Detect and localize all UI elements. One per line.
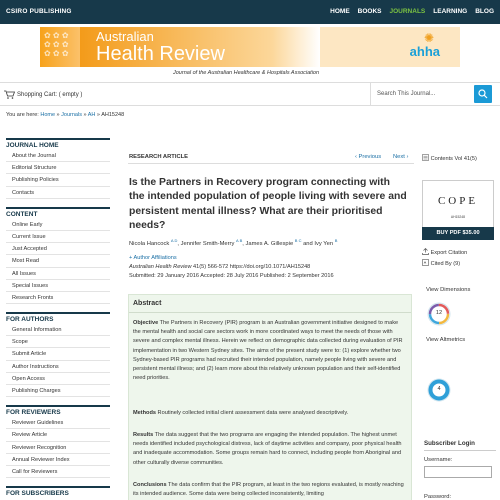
username-label: Username: [424, 457, 453, 463]
abstract-label: Methods [133, 410, 156, 416]
sidebar-head-content[interactable]: CONTENT [6, 207, 110, 219]
citation-line [129, 264, 310, 270]
sidebar-item-editorial[interactable]: Editorial Structure [6, 162, 110, 174]
next-article-link[interactable]: Next › [393, 154, 409, 160]
journal-subtitle: Journal of the Australian Healthcare & Hospitals Association [173, 70, 320, 76]
abstract-heading: Abstract [133, 300, 162, 307]
sidebar-item-all-issues[interactable]: All Issues [6, 268, 110, 280]
cope-code: AH15248 [450, 215, 466, 219]
cited-by-label: Cited By (9) [430, 261, 461, 267]
banner-pattern-icon: ✿ ✿ ✿ ✿ ✿ ✿ ✿ ✿ ✿ [44, 31, 69, 58]
sidebar [6, 138, 110, 498]
buy-pdf-button[interactable]: BUY PDF $35.00 [422, 227, 494, 240]
sidebar-item-author-instructions[interactable]: Author Instructions [6, 361, 110, 373]
article-type-bar [128, 150, 414, 164]
nav-home[interactable]: HOME [330, 8, 350, 15]
cited-by-icon [422, 259, 429, 266]
sidebar-item-scope[interactable]: Scope [6, 336, 110, 348]
cope-logo: COPE [437, 195, 479, 207]
abstract-label: Objective [133, 320, 159, 326]
journal-banner-area [0, 24, 500, 80]
author-affiliations-toggle[interactable]: + Author Affiliations [129, 255, 177, 261]
export-citation-link[interactable] [422, 248, 467, 256]
sidebar-item-call-for-reviewers[interactable]: Call for Reviewers [6, 466, 110, 478]
sidebar-item-policies[interactable]: Publishing Policies [6, 174, 110, 186]
sidebar-head-for-subscribers[interactable]: FOR SUBSCRIBERS [6, 486, 110, 498]
subscriber-login-heading: Subscriber Login [424, 440, 475, 447]
breadcrumb-sep: » [55, 112, 62, 118]
altmetric-score: 4 [437, 386, 441, 392]
search-input[interactable]: Search This Journal... [370, 83, 474, 105]
sidebar-item-online-early[interactable]: Online Early [6, 219, 110, 231]
citation-journal: Australian Health Review [129, 264, 192, 270]
export-citation-label: Export Citation [430, 250, 468, 256]
sidebar-item-review-article[interactable]: Review Article [6, 429, 110, 441]
search-button[interactable] [474, 85, 492, 103]
banner-title-line1: Australian [96, 29, 154, 44]
previous-article-link[interactable]: ‹ Previous [355, 154, 382, 160]
author-name[interactable]: Nicola Hancock [129, 240, 170, 247]
shopping-cart-link[interactable]: Shopping Cart: ( empty ) [17, 92, 83, 98]
breadcrumb-prefix: You are here: [6, 112, 41, 118]
shopping-cart-icon[interactable] [4, 90, 15, 101]
search-icon [478, 89, 488, 99]
sidebar-item-reviewer-guidelines[interactable]: Reviewer Guidelines [6, 417, 110, 429]
abstract-conclusions [133, 481, 407, 499]
sidebar-item-special-issues[interactable]: Special Issues [6, 280, 110, 292]
abstract-text: The data suggest that the two programs are engaging the intended population. The highest unmet needs identified included psychological distress, lack of daytime activities and company, poor physical health and inadequate accommodation. Some groups remain hard to connect, including people from Aboriginal and other culturally diverse communities. [133, 432, 402, 466]
author-name[interactable]: James A. Gillespie [245, 240, 294, 247]
abstract-label: Conclusions [133, 482, 167, 488]
banner-title-line2: Health Review [96, 43, 225, 65]
nav-links [330, 8, 494, 15]
abstract-divider [129, 312, 411, 313]
author-affil-sup[interactable]: B C [294, 238, 302, 243]
sidebar-item-most-read[interactable]: Most Read [6, 255, 110, 267]
cited-by-link[interactable] [422, 259, 460, 267]
sidebar-item-annual-reviewer-index[interactable]: Annual Reviewer Index [6, 454, 110, 466]
author-affil-sup[interactable]: A D [170, 238, 178, 243]
sidebar-item-publishing-charges[interactable]: Publishing Charges [6, 385, 110, 397]
ahha-logo: ahha [409, 44, 440, 59]
nav-blog[interactable]: BLOG [475, 8, 494, 15]
publication-dates: Submitted: 29 January 2016 Accepted: 28 July 2016 Published: 2 September 2016 [129, 273, 334, 279]
dimensions-count: 12 [435, 310, 443, 316]
password-label: Password: [424, 494, 452, 500]
breadcrumb-sep: » [81, 112, 88, 118]
sidebar-item-current-issue[interactable]: Current Issue [6, 231, 110, 243]
view-dimensions-label[interactable]: View Dimensions [426, 287, 471, 293]
contents-volume-link[interactable] [422, 154, 477, 162]
breadcrumb-current: AH15248 [101, 112, 125, 118]
contents-volume-label: Contents Vol 41(5) [430, 156, 477, 162]
altmetric-badge[interactable] [427, 378, 451, 404]
sidebar-item-open-access[interactable]: Open Access [6, 373, 110, 385]
nav-learning[interactable]: LEARNING [433, 8, 468, 15]
top-nav [0, 0, 500, 24]
sidebar-item-general-info[interactable]: General Information [6, 324, 110, 336]
sidebar-head-for-reviewers[interactable]: FOR REVIEWERS [6, 405, 110, 417]
abstract-box [128, 294, 412, 500]
breadcrumb-journals[interactable]: Journals [61, 112, 82, 118]
abstract-text: Routinely collected initial client assessment data were analysed descriptively. [156, 410, 349, 416]
export-icon [422, 248, 429, 255]
journal-banner[interactable] [40, 27, 460, 67]
author-name[interactable]: Jennifer Smith-Merry [180, 240, 235, 247]
subscriber-divider [424, 450, 496, 451]
brand-logo[interactable]: CSIRO PUBLISHING [6, 8, 72, 15]
ahha-flower-icon: ✺ [423, 31, 434, 45]
article-title: Is the Partners in Recovery program connecting with the intended population of people living with severe and persistent mental illness? What are their prioritised needs? [129, 177, 407, 232]
contents-list-icon [422, 154, 429, 161]
abstract-results [133, 431, 407, 468]
abstract-methods [133, 409, 407, 418]
username-field[interactable] [424, 466, 492, 478]
cope-badge[interactable] [422, 180, 494, 228]
cart-search-bar [0, 82, 500, 106]
sidebar-item-contacts[interactable]: Contacts [6, 187, 110, 199]
sidebar-item-submit-article[interactable]: Submit Article [6, 348, 110, 360]
breadcrumb-sep: » [95, 112, 102, 118]
author-affil-sup[interactable]: A B [236, 238, 243, 243]
author-name[interactable]: Ivy Yen [314, 240, 334, 247]
citation-details[interactable]: 41(5) 566-572 https://doi.org/10.1071/AH15248 [191, 264, 311, 270]
abstract-text: The data confirm that the PIR program, at least in the two regions evaluated, is mostly reaching its intended audience. Some data were being collected inconsistently, limiting [133, 482, 404, 498]
abstract-objective [133, 319, 407, 383]
sidebar-item-reviewer-recognition[interactable]: Reviewer Recognition [6, 442, 110, 454]
sidebar-item-about[interactable]: About the Journal [6, 150, 110, 162]
nav-journals[interactable]: JOURNALS [389, 8, 426, 15]
article-type-label: RESEARCH ARTICLE [129, 154, 189, 160]
abstract-text: The Partners in Recovery (PIR) program is an Australian government initiative designed to make the mental health and social care sectors work in more coordinated ways to meet the needs of those with severe and complex mental illness. Herein we reflect on demographic data collected during evaluation of PIR implementation in two Western Sydney sites. The aims of the present study were to: (1) explore whether two Sydney-based PIR programs had recruited their intended population, namely people living with severe and persistent mental illness; and (2) learn more about this relatively unknown population and their self-identified need priorities. [133, 320, 403, 382]
sidebar-item-research-fronts[interactable]: Research Fronts [6, 292, 110, 304]
nav-books[interactable]: BOOKS [357, 8, 382, 15]
breadcrumb [6, 112, 124, 118]
sidebar-head-journal-home[interactable]: JOURNAL HOME [6, 138, 110, 150]
author-list: Nicola Hancock $^{A D}$, Jennifer Smith-Merry $^{A B}$, James A. Gillespie $^{B C}$ and Ivy Yen $^B$ [129, 238, 338, 247]
author-affil-sup[interactable]: B [334, 238, 338, 243]
sidebar-item-just-accepted[interactable]: Just Accepted [6, 243, 110, 255]
dimensions-badge[interactable] [427, 302, 451, 328]
abstract-label: Results [133, 432, 154, 438]
breadcrumb-ah[interactable]: AH [87, 112, 96, 118]
sidebar-head-for-authors[interactable]: FOR AUTHORS [6, 312, 110, 324]
view-altmetrics-label[interactable]: View Altmetrics [426, 337, 466, 343]
breadcrumb-home[interactable]: Home [40, 112, 56, 118]
